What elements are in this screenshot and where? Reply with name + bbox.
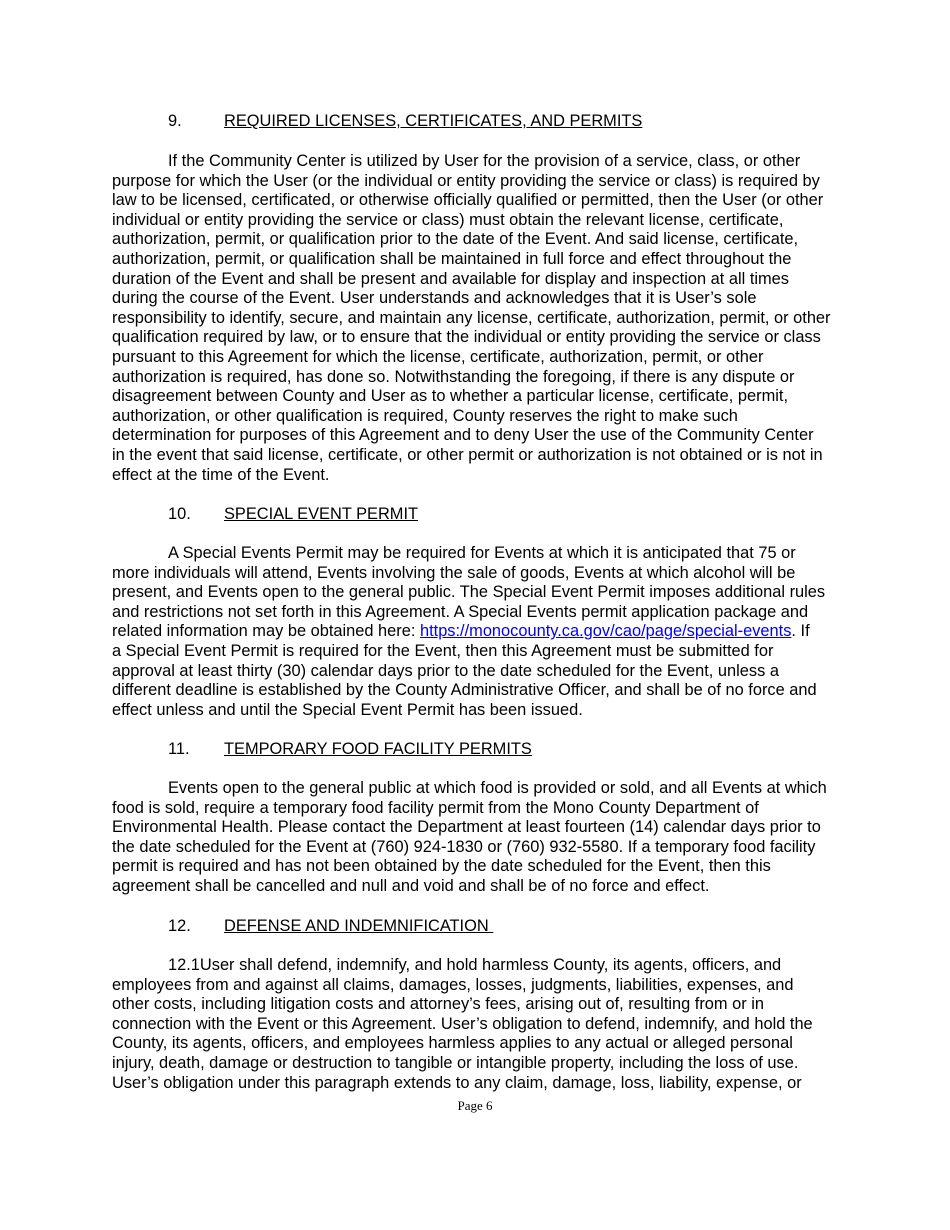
section-12-heading <box>168 917 493 937</box>
paragraph-line: authorization, permit, or qualification prior to the date of the Event. And said license, certificate, <box>112 230 799 249</box>
paragraph-line: determination for purposes of this Agreement and to deny User the use of the Community Center <box>112 426 814 445</box>
paragraph-line: Environmental Health. Please contact the Department at least fourteen (14) calendar days prior to <box>112 818 821 837</box>
paragraph-line: Events open to the general public at which food is provided or sold, and all Events at which <box>168 779 827 797</box>
subsection-number: 12.1 <box>168 956 200 974</box>
section-10-heading <box>168 505 418 525</box>
paragraph-line: If the Community Center is utilized by User for the provision of a service, class, or other <box>168 152 801 170</box>
section-9-paragraph <box>112 152 840 485</box>
paragraph-line: authorization is required, has done so. Notwithstanding the foregoing, if there is any dispute or <box>112 367 795 386</box>
paragraph-line: responsibility to identify, secure, and maintain any license, certificate, authorization, permit, or other <box>112 308 831 327</box>
paragraph-line: authorization, or other qualification is required, County reserves the right to make such <box>112 406 738 425</box>
paragraph-line: qualification required by law, or to ensure that the individual or entity providing the service or class <box>112 328 821 347</box>
paragraph-line: other costs, including litigation costs and attorney’s fees, arising out of, resulting from or in <box>112 995 765 1014</box>
paragraph-line: during the course of the Event. User understands and acknowledges that it is User’s sole <box>112 289 757 308</box>
paragraph-line <box>112 622 840 642</box>
paragraph-line: permit is required and has not been obtained by the date scheduled for the Event, then this <box>112 857 771 876</box>
paragraph-line: law to be licensed, certificated, or otherwise officially qualified or permitted, then the User (or other <box>112 191 824 210</box>
section-title: TEMPORARY FOOD FACILITY PERMITS <box>224 740 532 758</box>
paragraph-line: effect unless and until the Special Event Permit has been issued. <box>112 700 583 719</box>
paragraph-line: County, its agents, officers, and employees harmless applies to any actual or alleged personal <box>112 1034 793 1053</box>
paragraph-line: effect at the time of the Event. <box>112 465 330 484</box>
paragraph-line: the date scheduled for the Event at (760) 924-1830 or (760) 932-5580. If a temporary food facility <box>112 837 816 856</box>
paragraph-line <box>112 956 840 976</box>
section-title: SPECIAL EVENT PERMIT <box>224 505 419 523</box>
paragraph-line: individual or entity providing the service or class) must obtain the relevant license, certificate, <box>112 210 784 229</box>
link-suffix-text: . If <box>791 622 810 641</box>
paragraph-line: present, and Events open to the general public. The Special Event Permit imposes additional rules <box>112 583 826 602</box>
paragraph-line: purpose for which the User (or the individual or entity providing the service or class) is required by <box>112 171 820 190</box>
paragraph-line: a Special Event Permit is required for the Event, then this Agreement must be submitted for <box>112 641 774 660</box>
paragraph-line-text: User shall defend, indemnify, and hold harmless County, its agents, officers, and <box>199 956 782 974</box>
section-9-heading <box>168 112 642 132</box>
paragraph-line: pursuant to this Agreement for which the license, certificate, authorization, permit, or other <box>112 347 764 366</box>
paragraph-line: in the event that said license, certificate, or other permit or authorization is not obtained or is not in <box>112 445 823 464</box>
paragraph-line: injury, death, damage or destruction to tangible or intangible property, including the loss of use. <box>112 1053 799 1072</box>
paragraph-line: duration of the Event and shall be present and available for display and inspection at all times <box>112 269 789 288</box>
paragraph-line: connection with the Event or this Agreement. User’s obligation to defend, indemnify, and hold the <box>112 1014 813 1033</box>
section-10-paragraph <box>112 544 840 720</box>
paragraph-line: food is sold, require a temporary food facility permit from the Mono County Department of <box>112 798 759 817</box>
page-number: Page 6 <box>457 1098 493 1113</box>
section-number: 10. <box>168 505 191 523</box>
link-prefix-text: related information may be obtained here: <box>112 622 420 641</box>
section-11-heading <box>168 740 532 760</box>
section-12-paragraph <box>112 956 840 1093</box>
section-number: 9. <box>168 112 182 130</box>
paragraph-line: User’s obligation under this paragraph extends to any claim, damage, loss, liability, expense, or <box>112 1073 802 1092</box>
paragraph-line: A Special Events Permit may be required for Events at which it is anticipated that 75 or <box>168 544 796 562</box>
paragraph-line: and restrictions not set forth in this Agreement. A Special Events permit application package and <box>112 602 809 621</box>
section-title: DEFENSE AND INDEMNIFICATION <box>224 917 494 935</box>
section-11-paragraph <box>112 779 840 897</box>
special-events-link[interactable]: https://monocounty.ca.gov/cao/page/special-events <box>419 622 792 641</box>
paragraph-line: different deadline is established by the County Administrative Officer, and shall be of no force and <box>112 681 817 700</box>
section-number: 12. <box>168 917 191 935</box>
section-number: 11. <box>168 740 190 758</box>
paragraph-line: approval at least thirty (30) calendar days prior to the date scheduled for the Event, unless a <box>112 661 779 680</box>
paragraph-line: authorization, permit, or qualification shall be maintained in full force and effect throughout the <box>112 249 792 268</box>
paragraph-line: agreement shall be cancelled and null and void and shall be of no force and effect. <box>112 876 710 895</box>
paragraph-line: disagreement between County and User as to whether a particular license, certificate, permit, <box>112 387 788 406</box>
paragraph-line: more individuals will attend, Events involving the sale of goods, Events at which alcohol will be <box>112 563 796 582</box>
section-title: REQUIRED LICENSES, CERTIFICATES, AND PERMITS <box>224 112 643 130</box>
paragraph-line: employees from and against all claims, damages, losses, judgments, liabilities, expenses, and <box>112 975 794 994</box>
